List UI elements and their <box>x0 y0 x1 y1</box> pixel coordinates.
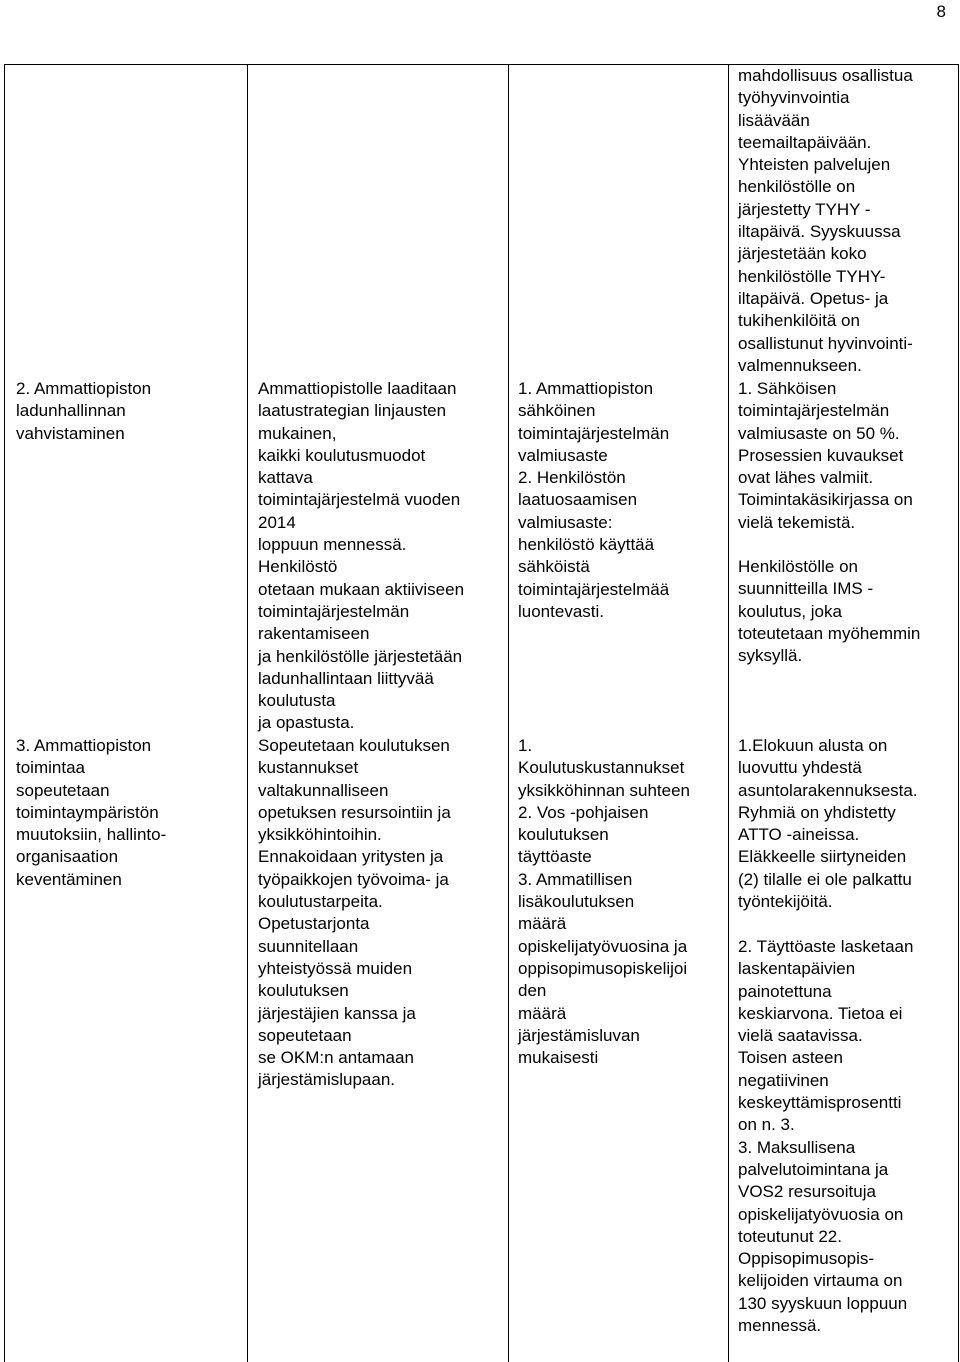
status-cell-section2a: 1. Sähköisen toimintajärjestelmän valmiusaste on 50 %. Prosessien kuvaukset ovat lähes valmiit. Toimintakäsikirjassa on vielä tekemistä. <box>738 379 913 532</box>
status-cell-section2b: Henkilöstölle on suunnitteilla IMS - koulutus, joka toteutetaan myöhemmin syksyllä. <box>738 557 921 666</box>
page-number: 8 <box>936 2 946 21</box>
column-divider-2 <box>508 64 509 1362</box>
action-cell-section3: Sopeutetaan koulutuksen kustannukset valtakunnalliseen opetuksen resursointiin ja yksikköhintoihin. Ennakoidaan yritysten ja työpaikkojen työvoima- ja koulutustarpeita. Opetustarjonta suunnitellaan yhteistyössä muiden koulutuksen järjestäjien kanssa ja sopeutetaan se OKM:n antamaan järjestämislupaan. <box>258 736 451 1090</box>
table-border-right <box>958 64 959 1362</box>
table-border-left <box>4 64 5 1362</box>
status-cell-section3b: 2. Täyttöaste lasketaan laskentapäivien painotettuna keskiarvona. Tietoa ei vielä saatavissa. Toisen asteen negatiivinen keskeyttämisprosentti on n. 3. 3. Maksullisena palvelutoimintana ja VOS2 resursoituja opiskelijatyövuosia on toteutunut 22. Oppisopimusopis- kelijoiden virtauma on 130 syyskuun loppuun mennessä. <box>738 937 914 1336</box>
status-cell-top: mahdollisuus osallistua työhyvinvointia lisäävään teemailtapäivään. Yhteisten palvelujen henkilöstölle on järjestetty TYHY - iltapäivä. Syyskuussa järjestetään koko henkilöstölle TYHY- iltapäivä. Opetus- ja tukihenkilöitä on osallistunut hyvinvointi- valmennukseen. <box>738 66 913 375</box>
indicator-cell-section2: 1. Ammattiopiston sähköinen toimintajärjestelmän valmiusaste 2. Henkilöstön laatuosaamisen valmiusaste: henkilöstö käyttää sähköistä toimintajärjestelmää luontevasti. <box>518 379 670 621</box>
goal-cell-section3: 3. Ammattiopiston toimintaa sopeutetaan toimintaympäristön muutoksiin, hallinto- organisaation keventäminen <box>16 736 167 889</box>
goal-cell-section2: 2. Ammattiopiston ladunhallinnan vahvistaminen <box>16 379 152 443</box>
column-divider-1 <box>247 64 248 1362</box>
indicator-cell-section3: 1. Koulutuskustannukset yksikköhinnan suhteen 2. Vos -pohjaisen koulutuksen täyttöaste 3. Ammatillisen lisäkoulutuksen määrä opiskelijatyövuosina ja oppisopimusopiskelijoi den määrä järjestämisluvan mukaisesti <box>518 736 691 1068</box>
action-cell-section2: Ammattiopistolle laaditaan laatustrategian linjausten mukainen, kaikki koulutusmuodot kattava toimintajärjestelmä vuoden 2014 loppuun mennessä. Henkilöstö otetaan mukaan aktiiviseen toimintajärjestelmän rakentamiseen ja henkilöstölle järjestetään ladunhallintaan liittyvää koulutusta ja opastusta. <box>258 379 465 733</box>
status-cell-section3a: 1.Elokuun alusta on luovuttu yhdestä asuntolarakennuksesta. Ryhmiä on yhdistetty ATTO -aineissa. Eläkkeelle siirtyneiden (2) tilalle ei ole palkattu työntekijöitä. <box>738 736 918 912</box>
column-divider-3 <box>728 64 729 1362</box>
